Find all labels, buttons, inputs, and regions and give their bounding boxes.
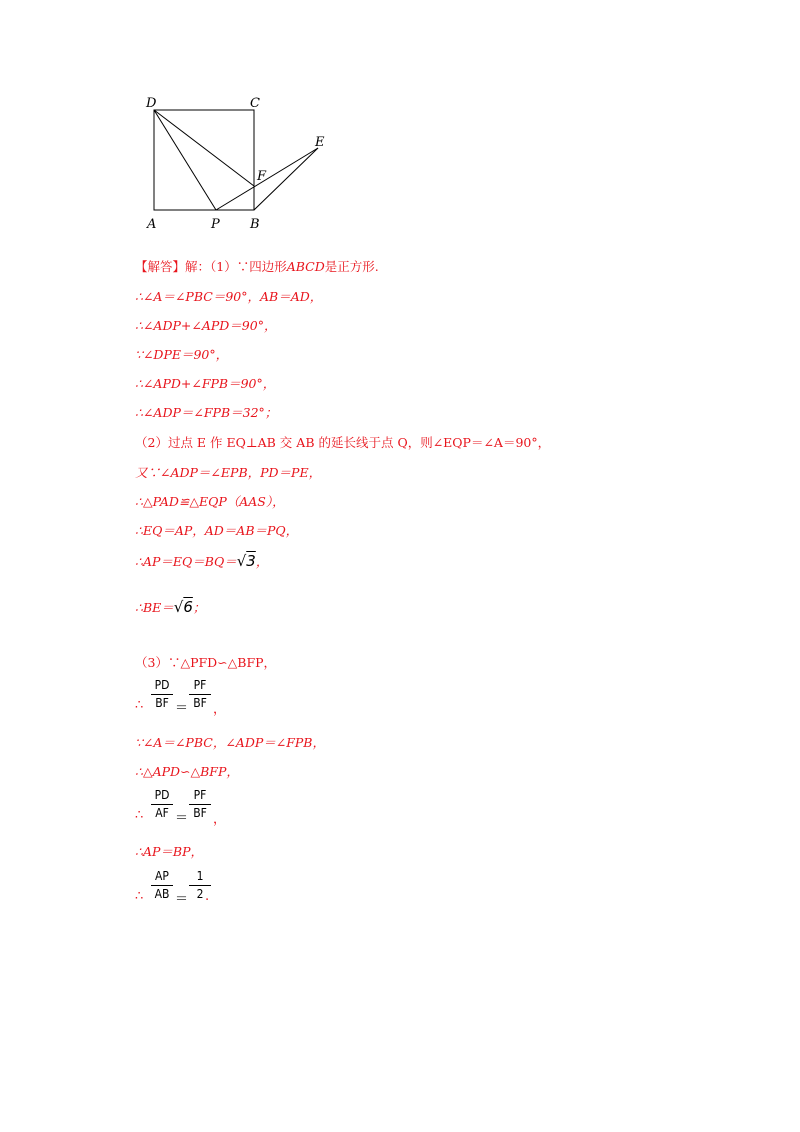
solution-line-11: ∴AP＝EQ＝BQ＝√3， [135, 552, 269, 570]
label-p: P [211, 217, 220, 232]
label-f: F [257, 169, 267, 184]
fraction: $\frac{PF}{BF}$ [189, 678, 211, 711]
label-a: A [147, 217, 157, 232]
fraction: $\frac{AP}{AB}$ [151, 869, 173, 902]
geometry-figure [140, 88, 340, 238]
solution-line-12: ∴BE＝√6； [135, 598, 206, 616]
segment-dp [154, 110, 216, 210]
segment-df [154, 110, 254, 186]
solution-line-14: ∵∠A＝∠PBC，∠ADP＝∠FPB， [135, 735, 325, 750]
fraction: $\frac{PD}{AF}$ [151, 788, 173, 821]
solution-line-8: 又∵∠ADP＝∠EPB，PD＝PE， [135, 465, 322, 480]
document-page: D C E F A P B 【解答】解：（1）∵四边形ABCD是正方形. ∴∠A＝∠PBC＝90°，AB＝AD， ∴∠ADP+∠APD＝90°， ∵∠DPE＝90°， ∴∠APD+∠FPB＝90°， ∴∠ADP＝∠FPB＝32°； （2）过点 E 作 EQ⊥AB 交 AB 的延长线于点 Q，则∠EQP＝∠A＝90°， 又∵∠ADP＝∠EPB，PD＝PE， ∴△PAD≌△EQP（AAS）， ∴EQ＝AP，AD＝AB＝PQ， ∴AP＝EQ＝BQ＝√3， ∴BE＝√6； （3）∵△PFD∽△BFP， ∴ $\frac{PD}{BF}$ ＝ $\frac{PF}{BF}$ ， ∵∠A＝∠PBC，∠ADP＝∠FPB， ∴△APD∽△BFP， ∴ $\frac{PD}{AF}$ ＝ $\frac{PF}{BF}$ ， ∴AP＝BP， ∴ $\frac{AP}{AB}$ ＝ $\frac{1}{2}$ . [0, 0, 800, 1132]
sqrt-3: √3 [236, 552, 256, 570]
solution-line-2: ∴∠A＝∠PBC＝90°，AB＝AD， [135, 289, 323, 304]
solution-line-5: ∴∠APD+∠FPB＝90°， [135, 376, 276, 391]
fraction: $\frac{1}{2}$ [189, 869, 211, 902]
solution-line-1: 【解答】解：（1）∵四边形ABCD是正方形. [135, 259, 379, 274]
sqrt-6: √6 [173, 598, 193, 616]
fraction: $\frac{PF}{BF}$ [189, 788, 211, 821]
label-d: D [146, 96, 157, 111]
label-b: B [250, 217, 260, 232]
solution-line-9: ∴△PAD≌△EQP（AAS）， [135, 494, 285, 509]
solution-line-10: ∴EQ＝AP，AD＝AB＝PQ， [135, 523, 299, 538]
square-abcd [154, 110, 254, 210]
solution-header: 【解答】 [135, 259, 186, 274]
solution-line-15: ∴△APD∽△BFP， [135, 764, 239, 779]
square-diagram [140, 88, 340, 238]
solution-line-6: ∴∠ADP＝∠FPB＝32°； [135, 405, 278, 420]
label-c: C [250, 96, 260, 111]
solution-line-3: ∴∠ADP+∠APD＝90°， [135, 318, 277, 333]
fraction: $\frac{PD}{BF}$ [151, 678, 173, 711]
solution-line-13: （3）∵△PFD∽△BFP， [135, 655, 277, 670]
label-e: E [315, 135, 325, 150]
solution-line-7: （2）过点 E 作 EQ⊥AB 交 AB 的延长线于点 Q，则∠EQP＝∠A＝90°， [135, 435, 551, 450]
solution-line-16: ∴AP＝BP， [135, 844, 203, 859]
solution-line-4: ∵∠DPE＝90°， [135, 347, 229, 362]
segment-pe [216, 148, 318, 210]
